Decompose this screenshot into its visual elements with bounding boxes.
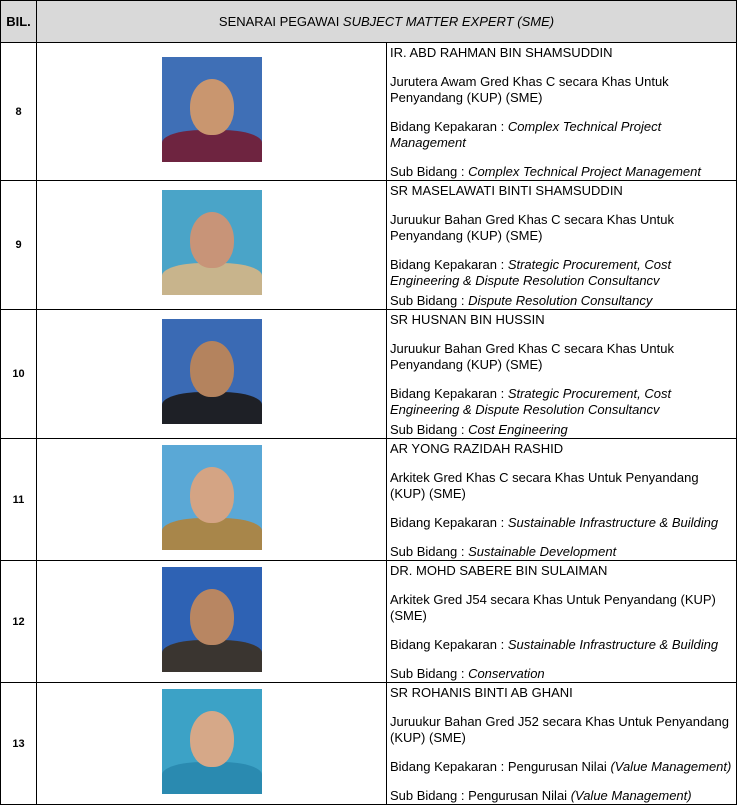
photo-cell [37, 43, 387, 181]
staff-expertise [390, 257, 732, 289]
expertise-label: Bidang Kepakaran : [390, 119, 508, 134]
photo-cell [37, 683, 387, 805]
sub-label: Sub Bidang : [390, 666, 469, 681]
sub-value: Complex Technical Project Management [468, 164, 701, 179]
header-title-italic: SUBJECT MATTER EXPERT (SME) [342, 14, 555, 29]
staff-name: SR HUSNAN BIN HUSSIN [390, 312, 545, 327]
staff-photo [162, 445, 262, 550]
expertise-value: Strategic Procurement, Cost Engineering & Dispute Resolution Consultancv [390, 257, 672, 288]
sub-label: Sub Bidang : [390, 293, 469, 308]
photo-face [190, 79, 234, 135]
table-row [1, 310, 737, 439]
expertise-label: Bidang Kepakaran : [390, 386, 508, 401]
staff-position: Juruukur Bahan Gred J52 secara Khas Untuk Penyandang (KUP) (SME) [390, 714, 729, 745]
photo-cell [37, 439, 387, 561]
sub-label: Sub Bidang : [390, 164, 469, 179]
photo-face [190, 589, 234, 645]
sub-label: Sub Bidang : [390, 788, 469, 803]
expertise-value: (Value Management) [610, 759, 732, 774]
staff-position: Arkitek Gred Khas C secara Khas Untuk Penyandang (KUP) (SME) [390, 470, 699, 501]
table-row [1, 683, 737, 805]
photo-face [190, 212, 234, 268]
staff-name: DR. MOHD SABERE BIN SULAIMAN [390, 563, 608, 578]
staff-expertise [390, 119, 732, 151]
staff-info [387, 310, 737, 439]
table-row [1, 439, 737, 561]
expertise-label: Bidang Kepakaran : [390, 759, 508, 774]
expertise-value: Sustainable Infrastructure & Building [507, 515, 719, 530]
staff-position: Juruukur Bahan Gred Khas C secara Khas Untuk Penyandang (KUP) (SME) [390, 341, 674, 372]
staff-expertise [390, 637, 732, 653]
sub-value: (Value Management) [570, 788, 692, 803]
staff-position: Arkitek Gred J54 secara Khas Untuk Penyandang (KUP) (SME) [390, 592, 716, 623]
expertise-value: Strategic Procurement, Cost Engineering & Dispute Resolution Consultancv [390, 386, 672, 417]
row-number: 11 [1, 439, 37, 561]
sub-value: Dispute Resolution Consultancy [468, 293, 653, 308]
expertise-label: Bidang Kepakaran : [390, 637, 508, 652]
photo-cell [37, 310, 387, 439]
header-title-prefix: SENARAI PEGAWAI [218, 14, 343, 29]
expertise-label: Bidang Kepakaran : [390, 515, 508, 530]
staff-sub-field [390, 544, 732, 560]
staff-name: SR MASELAWATI BINTI SHAMSUDDIN [390, 183, 623, 198]
sub-value: Conservation [468, 666, 545, 681]
staff-sub-field [390, 666, 732, 682]
photo-cell [37, 561, 387, 683]
staff-photo [162, 319, 262, 424]
staff-expertise [390, 759, 732, 775]
sub-value: Sustainable Development [468, 544, 617, 559]
table-row [1, 561, 737, 683]
staff-expertise [390, 386, 732, 418]
staff-info [387, 181, 737, 310]
sub-plain: Pengurusan Nilai [468, 788, 571, 803]
staff-info [387, 561, 737, 683]
column-header-bil: BIL. [1, 1, 37, 43]
table-row [1, 181, 737, 310]
staff-sub-field [390, 422, 732, 438]
staff-expertise [390, 515, 732, 531]
staff-sub-field [390, 788, 732, 804]
staff-position: Jurutera Awam Gred Khas C secara Khas Untuk Penyandang (KUP) (SME) [390, 74, 669, 105]
photo-cell [37, 181, 387, 310]
column-header-title [37, 1, 737, 43]
expertise-value: Complex Technical Project Management [390, 119, 662, 150]
staff-name: AR YONG RAZIDAH RASHID [390, 441, 564, 456]
header-row [1, 1, 737, 43]
staff-name: SR ROHANIS BINTI AB GHANI [390, 685, 573, 700]
photo-face [190, 711, 234, 767]
row-number: 10 [1, 310, 37, 439]
staff-photo [162, 689, 262, 794]
staff-info [387, 683, 737, 805]
expertise-plain: Pengurusan Nilai [507, 759, 611, 774]
staff-sub-field [390, 293, 732, 309]
row-number: 13 [1, 683, 37, 805]
expertise-value: Sustainable Infrastructure & Building [507, 637, 719, 652]
staff-photo [162, 567, 262, 672]
table-row [1, 43, 737, 181]
row-number: 12 [1, 561, 37, 683]
staff-info [387, 439, 737, 561]
sub-label: Sub Bidang : [390, 422, 469, 437]
sub-label: Sub Bidang : [390, 544, 469, 559]
staff-sub-field [390, 164, 732, 180]
photo-face [190, 341, 234, 397]
row-number: 8 [1, 43, 37, 181]
staff-info [387, 43, 737, 181]
staff-rows [1, 43, 737, 805]
staff-photo [162, 57, 262, 162]
staff-name: IR. ABD RAHMAN BIN SHAMSUDDIN [390, 45, 613, 60]
staff-position: Juruukur Bahan Gred Khas C secara Khas Untuk Penyandang (KUP) (SME) [390, 212, 674, 243]
photo-face [190, 467, 234, 523]
row-number: 9 [1, 181, 37, 310]
sub-value: Cost Engineering [468, 422, 568, 437]
expertise-label: Bidang Kepakaran : [390, 257, 508, 272]
staff-photo [162, 190, 262, 295]
